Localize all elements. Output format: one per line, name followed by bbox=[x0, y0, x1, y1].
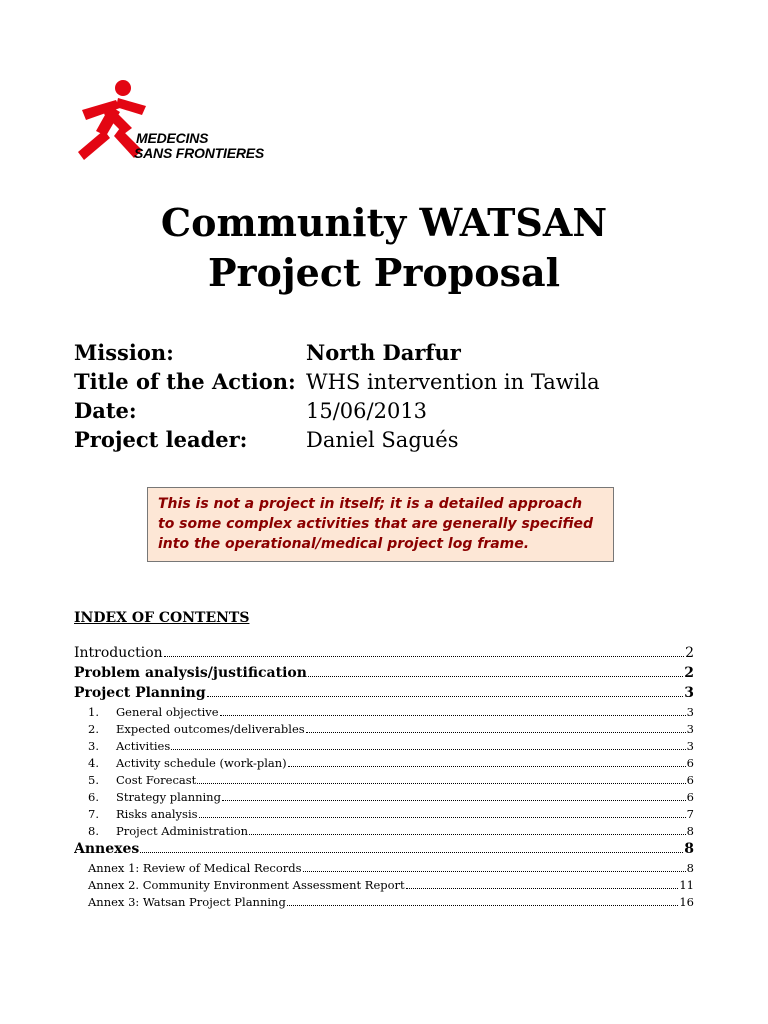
toc-page: 8 bbox=[686, 861, 694, 875]
logo-line-2: SANS FRONTIERES bbox=[134, 145, 265, 161]
toc-label: Annex 2. Community Environment Assessment Report bbox=[88, 878, 405, 892]
meta-label: Project leader: bbox=[74, 427, 248, 452]
document-title bbox=[0, 198, 768, 298]
meta-value: 15/06/2013 bbox=[306, 398, 428, 423]
toc-leader bbox=[287, 896, 679, 906]
meta-value: WHS intervention in Tawila bbox=[306, 369, 600, 394]
toc-entry[interactable] bbox=[74, 685, 694, 705]
meta-row-date bbox=[74, 396, 694, 425]
meta-value: Daniel Sagués bbox=[306, 427, 459, 452]
toc-number: 2. bbox=[88, 722, 99, 736]
toc-leader bbox=[199, 808, 686, 818]
toc-leader bbox=[303, 862, 686, 872]
toc-label: Annexes bbox=[74, 841, 140, 857]
project-metadata bbox=[74, 338, 694, 454]
toc-leader bbox=[288, 757, 686, 767]
toc-page: 8 bbox=[686, 824, 694, 838]
index-heading: INDEX OF CONTENTS bbox=[74, 610, 250, 626]
toc-label: Cost Forecast bbox=[116, 773, 197, 787]
toc-leader bbox=[171, 740, 685, 750]
toc-label: Annex 1: Review of Medical Records bbox=[88, 861, 302, 875]
toc-leader bbox=[306, 723, 686, 733]
toc-label: Annex 3: Watsan Project Planning bbox=[88, 895, 286, 909]
meta-label: Date: bbox=[74, 398, 137, 423]
toc-label: Project Planning bbox=[74, 685, 206, 701]
toc-page: 2 bbox=[684, 665, 694, 681]
toc-leader bbox=[220, 706, 686, 716]
toc-leader bbox=[140, 842, 683, 854]
msf-logo-text bbox=[136, 131, 264, 161]
toc-entry[interactable] bbox=[74, 722, 694, 739]
toc-page: 2 bbox=[685, 645, 694, 661]
toc-entry[interactable] bbox=[74, 895, 694, 912]
toc-page: 11 bbox=[679, 878, 694, 892]
toc-page: 3 bbox=[684, 685, 694, 701]
toc-entry[interactable] bbox=[74, 861, 694, 878]
meta-label: Title of the Action: bbox=[74, 369, 296, 394]
toc-page: 6 bbox=[686, 773, 694, 787]
toc-label: Strategy planning bbox=[116, 790, 221, 804]
toc-number: 4. bbox=[88, 756, 99, 770]
toc-leader bbox=[308, 666, 683, 678]
meta-value: North Darfur bbox=[306, 340, 461, 365]
toc-number: 5. bbox=[88, 773, 99, 787]
toc-entry[interactable] bbox=[74, 790, 694, 807]
toc-page: 8 bbox=[684, 841, 694, 857]
toc-label: Activity schedule (work-plan) bbox=[116, 756, 287, 770]
toc-number: 8. bbox=[88, 824, 99, 838]
toc-entry[interactable] bbox=[74, 665, 694, 685]
toc-page: 6 bbox=[686, 790, 694, 804]
meta-row-mission bbox=[74, 338, 694, 367]
title-line-1: Community WATSAN bbox=[160, 200, 608, 245]
toc-label: Expected outcomes/deliverables bbox=[116, 722, 305, 736]
toc-label: Activities bbox=[116, 739, 171, 753]
toc-label: Project Administration bbox=[116, 824, 249, 838]
toc-entry[interactable] bbox=[74, 807, 694, 824]
toc-entry[interactable] bbox=[74, 739, 694, 756]
toc-number: 1. bbox=[88, 705, 99, 719]
toc-label: General objective bbox=[116, 705, 219, 719]
toc-page: 7 bbox=[686, 807, 694, 821]
toc-entry[interactable] bbox=[74, 878, 694, 895]
toc-entry[interactable] bbox=[74, 705, 694, 722]
toc-number: 7. bbox=[88, 807, 99, 821]
toc-page: 3 bbox=[686, 705, 694, 719]
meta-row-project-leader bbox=[74, 425, 694, 454]
toc-number: 3. bbox=[88, 739, 99, 753]
table-of-contents bbox=[74, 645, 694, 912]
meta-label: Mission: bbox=[74, 340, 174, 365]
toc-leader bbox=[249, 825, 686, 835]
msf-logo bbox=[76, 76, 286, 166]
title-line-2: Project Proposal bbox=[207, 250, 561, 295]
toc-label: Risks analysis bbox=[116, 807, 198, 821]
meta-row-title-of-action bbox=[74, 367, 694, 396]
toc-page: 3 bbox=[686, 722, 694, 736]
toc-number: 6. bbox=[88, 790, 99, 804]
toc-label: Introduction bbox=[74, 645, 163, 661]
toc-entry[interactable] bbox=[74, 824, 694, 841]
toc-label: Problem analysis/justification bbox=[74, 665, 307, 681]
logo-line-1: MEDECINS bbox=[136, 130, 209, 146]
toc-page: 6 bbox=[686, 756, 694, 770]
toc-leader bbox=[197, 774, 685, 784]
toc-entry[interactable] bbox=[74, 841, 694, 861]
toc-leader bbox=[164, 646, 684, 658]
toc-leader bbox=[406, 879, 679, 889]
toc-entry[interactable] bbox=[74, 645, 694, 665]
toc-leader bbox=[222, 791, 686, 801]
toc-entry[interactable] bbox=[74, 773, 694, 790]
toc-leader bbox=[207, 686, 684, 698]
toc-entry[interactable] bbox=[74, 756, 694, 773]
notice-box: This is not a project in itself; it is a detailed approach to some complex activities that are generally specified into the operational/medical project log frame. bbox=[147, 487, 614, 562]
toc-page: 3 bbox=[686, 739, 694, 753]
toc-page: 16 bbox=[679, 895, 694, 909]
